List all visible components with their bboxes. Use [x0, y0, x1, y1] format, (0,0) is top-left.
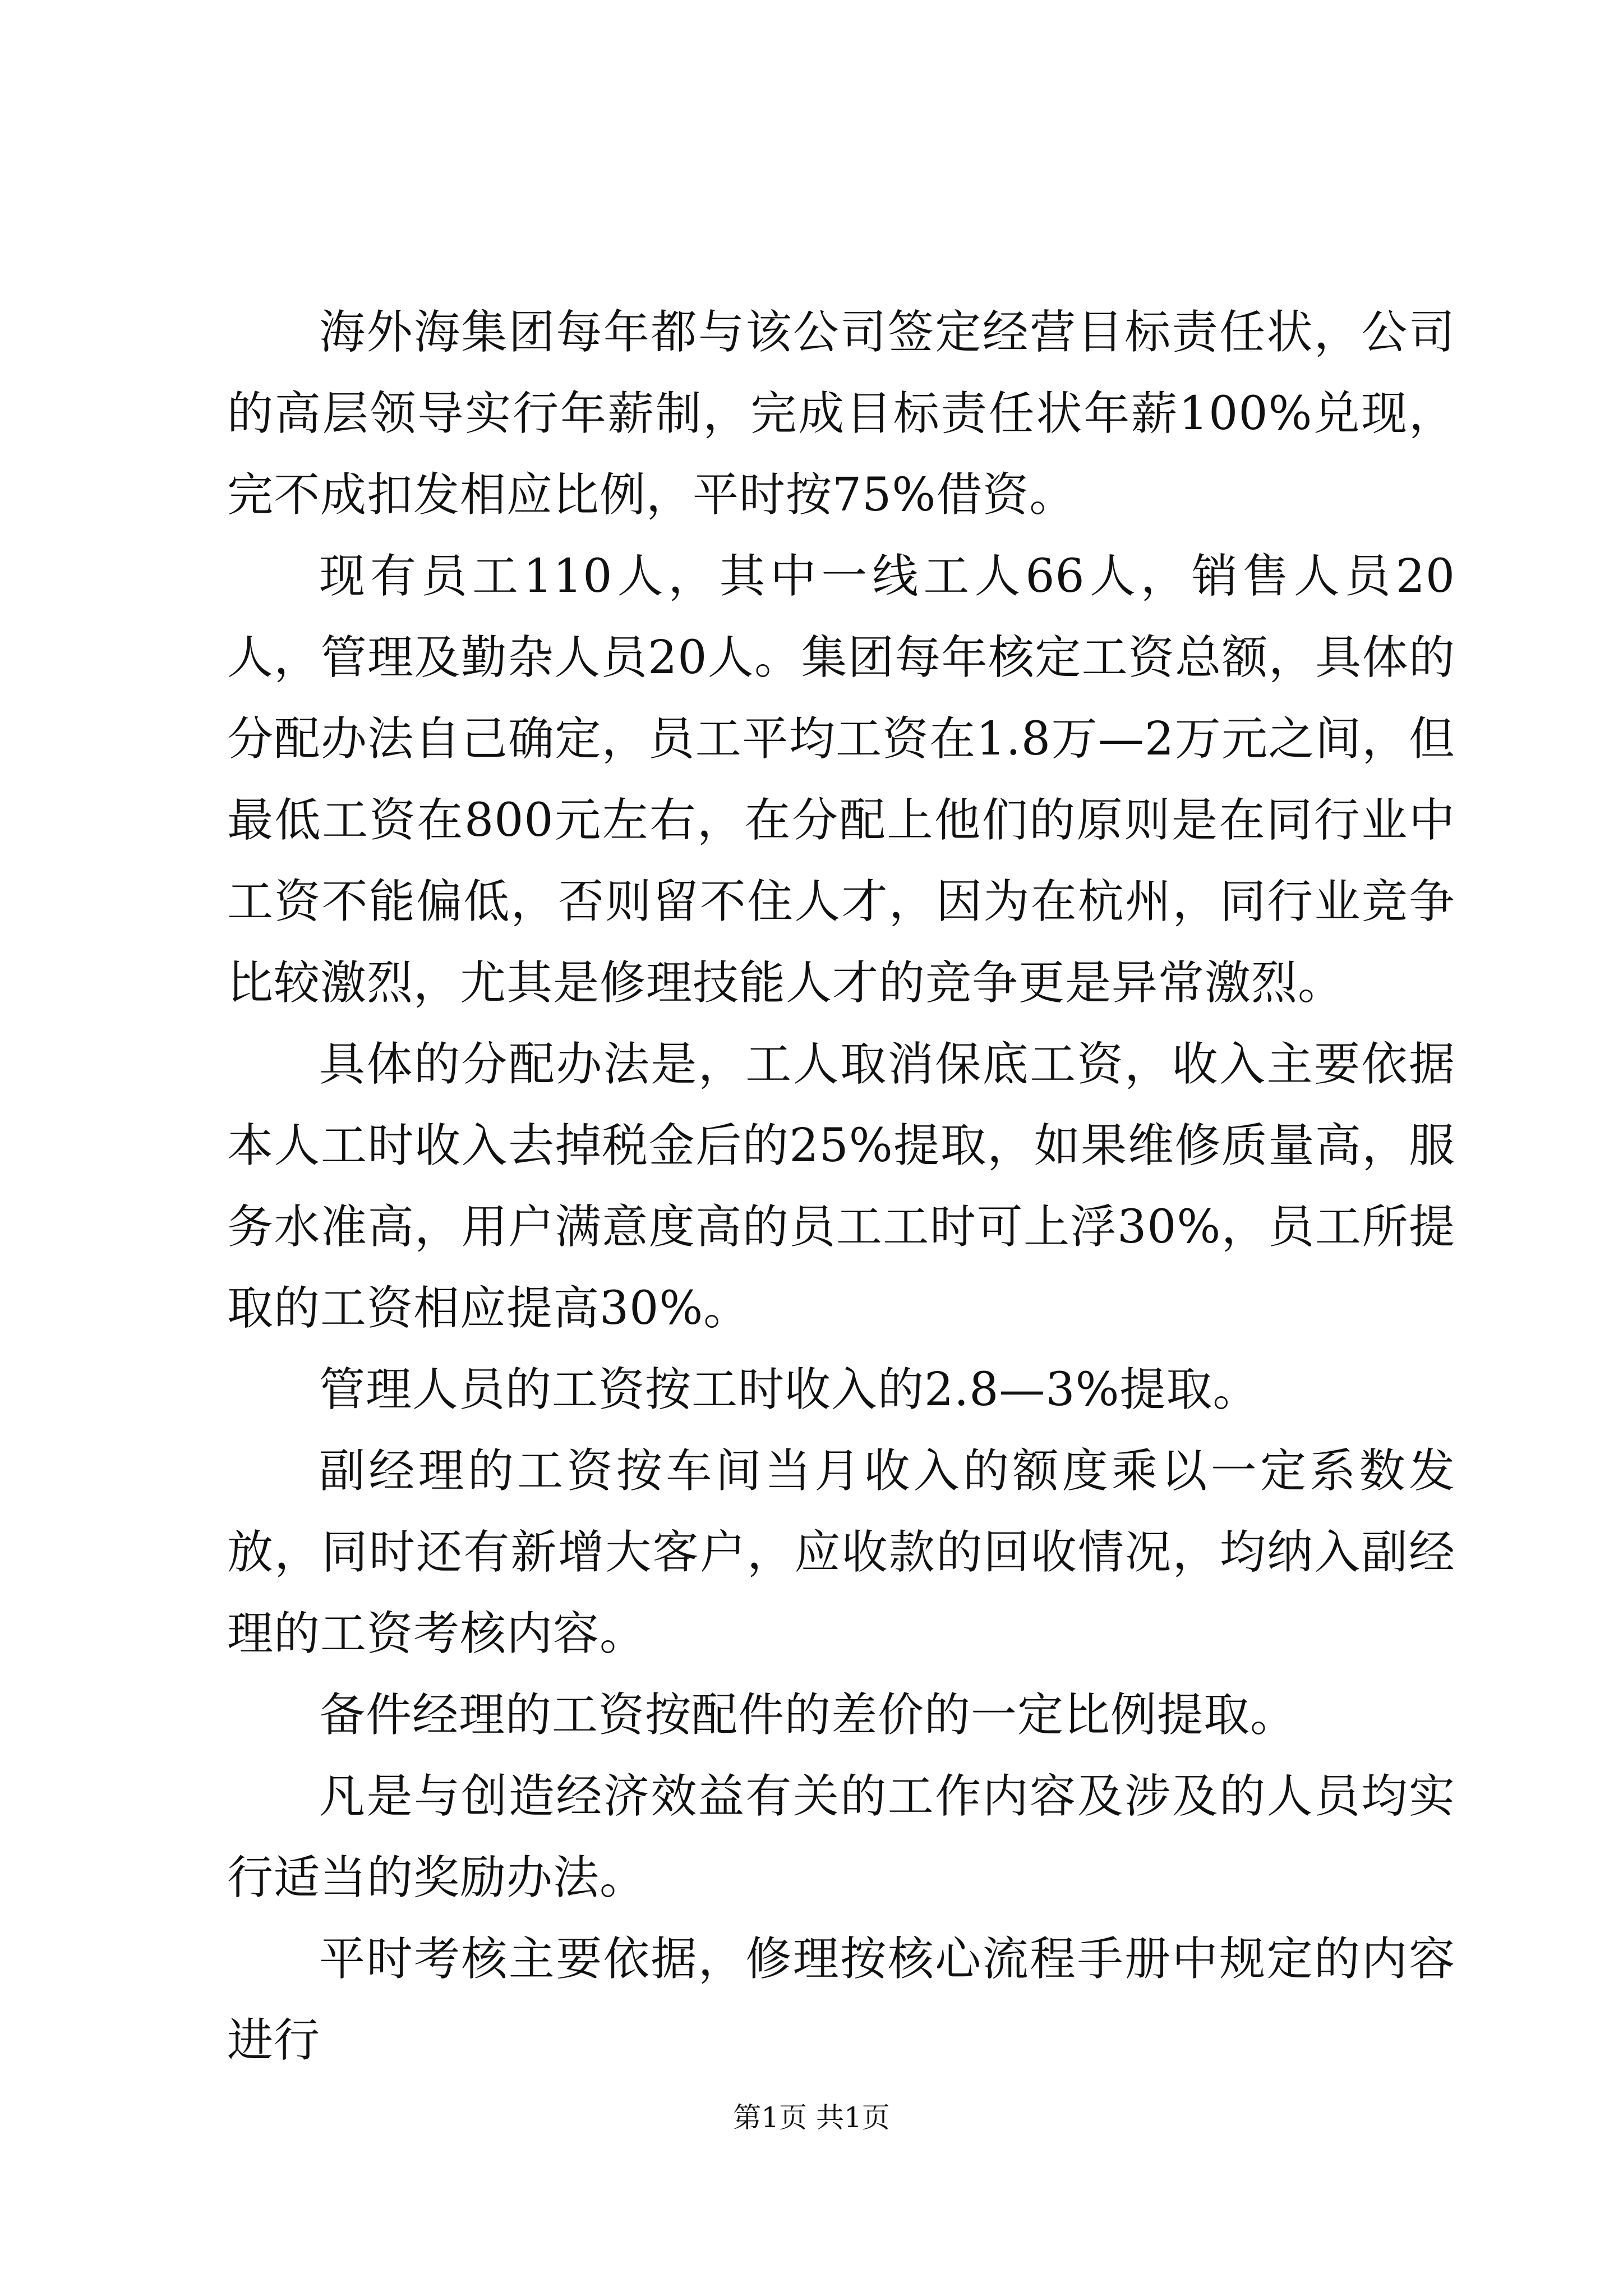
paragraph-8: 平时考核主要依据，修理按核心流程手册中规定的内容进行: [227, 1932, 1455, 2067]
paragraph-6: 备件经理的工资按配件的差价的一定比例提取。: [319, 1688, 1297, 1742]
page-footer: 第1页 共1页: [733, 2101, 890, 2134]
paragraph-1: 海外海集团每年都与该公司签定经营目标责任状，公司的高层领导实行年薪制，完成目标责任状年薪100%兑现，完不成扣发相应比例，平时按75%借资。: [227, 306, 1455, 522]
paragraph-7: 凡是与创造经济效益有关的工作内容及涉及的人员均实行适当的奖励办法。: [227, 1770, 1455, 1904]
document-body: [227, 292, 1455, 2081]
paragraph-5: 副经理的工资按车间当月收入的额度乘以一定系数发放，同时还有新增大客户，应收款的回收情况，均纳入副经理的工资考核内容。: [227, 1444, 1455, 1660]
paragraph-4: 管理人员的工资按工时收入的2.8—3%提取。: [319, 1363, 1260, 1416]
paragraph-2: 现有员工110人，其中一线工人66人，销售人员20人，管理及勤杂人员20人。集团每年核定工资总额，具体的分配办法自己确定，员工平均工资在1.8万—2万元之间，但最低工资在800元左右，在分配上他们的原则是在同行业中工资不能偏低，否则留不住人才，因为在杭州，同行业竞争比较激烈，尤其是修理技能人才的竞争更是异常激烈。: [227, 550, 1455, 1010]
paragraph-3: 具体的分配办法是，工人取消保底工资，收入主要依据本人工时收入去掉税金后的25%提取，如果维修质量高，服务水准高，用户满意度高的员工工时可上浮30%，员工所提取的工资相应提高30%。: [227, 1038, 1455, 1335]
